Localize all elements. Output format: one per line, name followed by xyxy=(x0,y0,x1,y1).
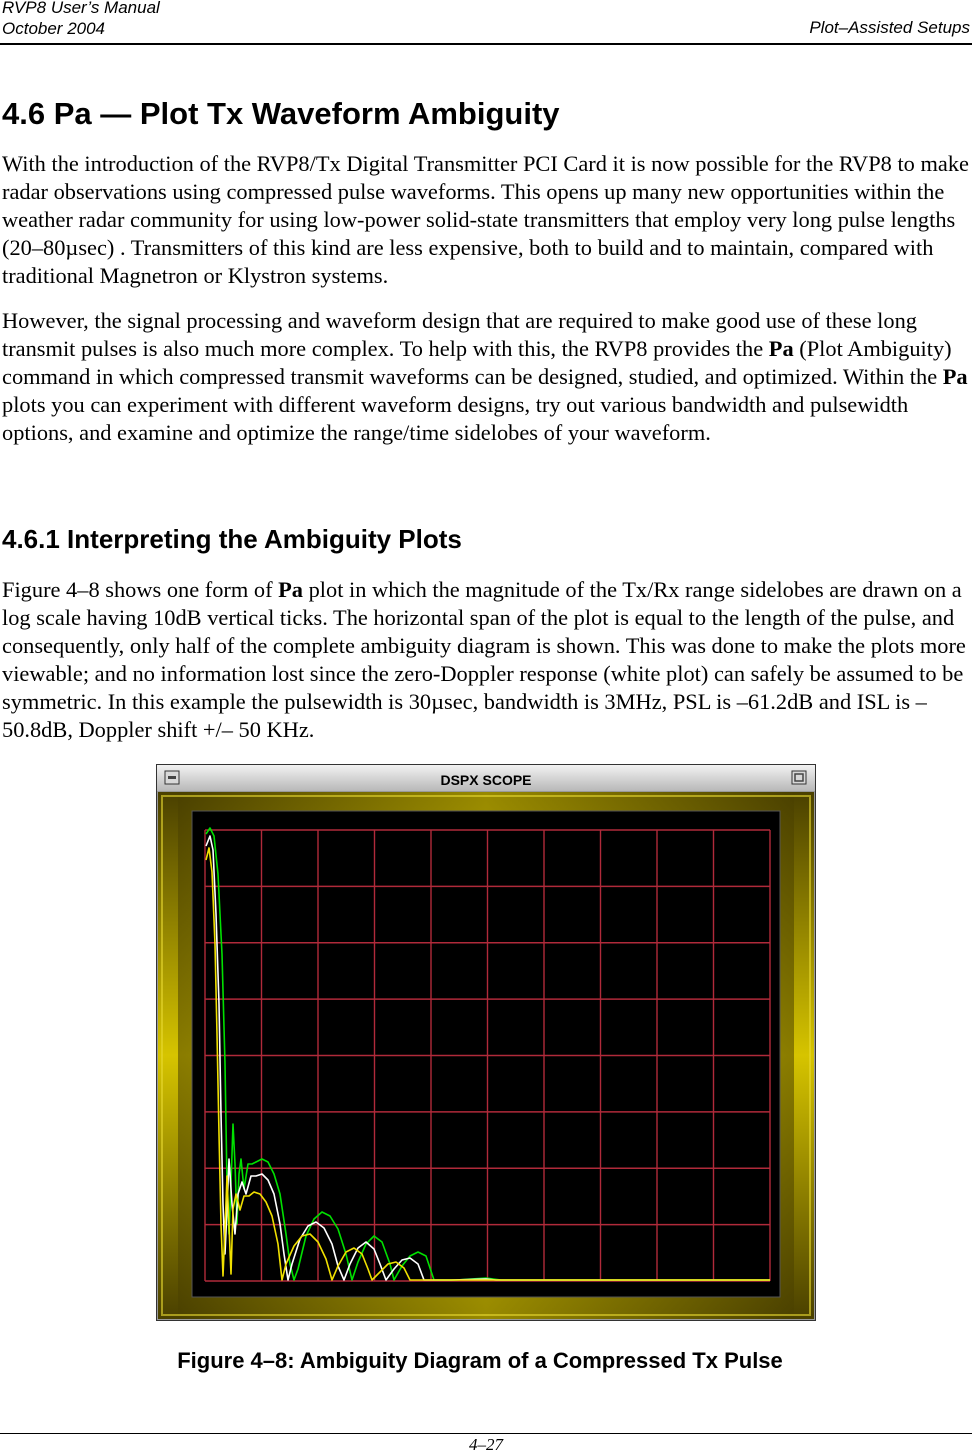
p2-text-a: However, the signal processing and waveform design that are required to make good use of these long transmit pulses is also much more complex. To help with this, the RVP8 provides the xyxy=(2,308,917,361)
p2-text-c: (Plot Ambiguity) command in which compressed transmit waveforms can be designed, studied, and optimized. Within the xyxy=(2,336,952,389)
pa-command-ref: Pa xyxy=(942,364,968,389)
page-number: 4–27 xyxy=(469,1435,503,1454)
header-left xyxy=(2,0,160,39)
figure-caption: Figure 4–8: Ambiguity Diagram of a Compressed Tx Pulse xyxy=(177,1348,783,1373)
section-heading: 4.6 Pa — Plot Tx Waveform Ambiguity xyxy=(2,96,560,131)
p3-text-c: plot in which the magnitude of the Tx/Rx range sidelobes are drawn on a log scale having 10dB vertical ticks. The horizontal span of the plot is equal to the length of the pulse, and consequently, only half of the complete ambiguity diagram is shown. This was done to make the plots more viewable; and no information lost since the zero-Doppler response (white plot) can safely be assumed to be symmetric. In this example the pulsewidth is 30µsec, bandwidth is 3MHz, PSL is –61.2dB and ISL is –50.8dB, Doppler shift +/– 50 KHz. xyxy=(2,577,966,742)
window-menu-button[interactable] xyxy=(165,771,179,784)
subsection-heading: 4.6.1 Interpreting the Ambiguity Plots xyxy=(2,524,462,554)
window-title: DSPX SCOPE xyxy=(440,772,532,788)
p3-text-a: Figure 4–8 shows one form of xyxy=(2,577,279,602)
footer-rule xyxy=(0,1433,972,1434)
paragraph-complexity xyxy=(2,307,972,447)
header-rule xyxy=(0,43,972,45)
paragraph-interpreting xyxy=(2,576,972,744)
window-maximize-button[interactable] xyxy=(792,771,806,784)
page-header xyxy=(0,0,972,46)
pa-command-ref: Pa xyxy=(768,336,794,361)
pa-command-ref: Pa xyxy=(278,577,303,602)
manual-title: RVP8 User’s Manual xyxy=(2,0,160,17)
paragraph-intro: With the introduction of the RVP8/Tx Digital Transmitter PCI Card it is now possible for the RVP8 to make radar observations using compressed pulse waveforms. This opens up many new opportunities within the weather radar community for using low-power solid-state transmitters that employ very long pulse lengths (20–80µsec) . Transmitters of this kind are less expensive, both to build and to maintain, compared with traditional Magnetron or Klystron systems. xyxy=(2,151,969,288)
p2-text-e: plots you can experiment with different waveform designs, try out various bandwidth and pulsewidth options, and examine and optimize the range/time sidelobes of your waveform. xyxy=(2,392,909,445)
chapter-title: Plot–Assisted Setups xyxy=(809,18,970,37)
manual-date: October 2004 xyxy=(2,19,106,38)
dspx-scope-window xyxy=(156,764,816,1321)
